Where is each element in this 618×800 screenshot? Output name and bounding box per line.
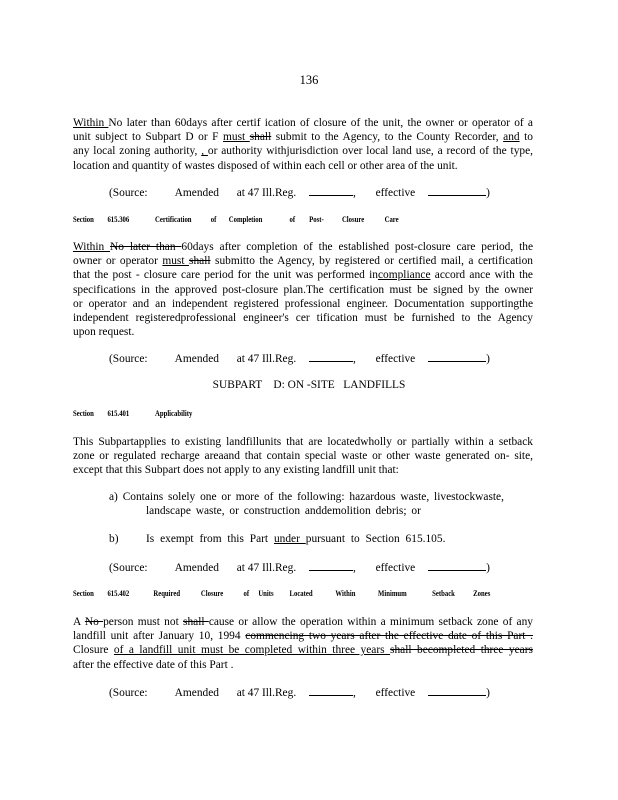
text-run: 60days after completion of the established post-closure care period, the <box>181 241 533 253</box>
text-line <box>73 283 533 297</box>
struck-text: No <box>84 616 104 628</box>
list-item-b-text: Is exempt from this Part under pursuant to Section 615.105. <box>146 533 446 545</box>
inserted-text: must <box>162 255 190 268</box>
text-run: Closure <box>73 644 114 657</box>
text-run: unit subject to Subpart D or F <box>73 131 224 144</box>
blank-line <box>309 685 353 696</box>
text-run: submit to the Agency, to the County Recorder, <box>271 131 504 144</box>
inserted-text: Within <box>73 117 109 129</box>
text-run: specifications in the approved post-closure plan.The certification must be signed by the owner <box>73 283 533 296</box>
text-line <box>73 116 533 130</box>
inserted-text: compliance <box>378 269 431 282</box>
text-run: cause or allow the operation within a minimum setback zone of any <box>208 616 533 628</box>
text-run: to <box>519 131 533 144</box>
source-note: (Source: Amended at 47 Ill.Reg. , effective ) <box>109 187 490 199</box>
text-run: A <box>73 616 85 628</box>
text-line <box>73 268 533 282</box>
struck-text: shall becompleted three years <box>390 644 533 657</box>
struck-text: No later than <box>110 241 182 253</box>
text-line <box>73 643 533 657</box>
struck-text: commencing two years after the effective date of this Part . <box>245 630 533 643</box>
text-run: any local zoning authority, <box>73 145 202 158</box>
text-line <box>73 144 533 158</box>
text-run: location and quantity of wastes disposed of within each cell or other area of the unit. <box>73 159 458 172</box>
text-run: or operator and an independent registered professional engineer. Documentation supportingthe <box>73 297 533 310</box>
struck-text: shall <box>249 131 272 144</box>
text-run: person must not <box>103 616 184 628</box>
list-item-a-continued: landscape waste, or construction anddemolition debris; or <box>146 505 421 517</box>
text-line <box>73 325 533 339</box>
text-run: submitto the Agency, by registered or certified mail, a certification <box>210 255 533 268</box>
blank-line <box>428 560 486 571</box>
text-line <box>73 130 533 144</box>
blank-line <box>309 560 353 571</box>
list-item-a: a) Contains solely one or more of the following: hazardous waste, livestockwaste, <box>109 491 504 503</box>
text-run: zone or regulated recharge areaand that contain special waste or other waste generated on- site, <box>73 450 533 463</box>
text-run: landfill unit after January 10, 1994 <box>73 630 246 643</box>
text-line <box>73 658 533 672</box>
text-run: that the post - closure care period for the unit was performed in <box>73 269 378 282</box>
text-line <box>73 297 533 311</box>
text-run: owner or operator <box>73 255 163 268</box>
inserted-text: Within <box>73 241 111 253</box>
text-run: or authority withjurisdiction over local land use, a record of the type, <box>207 145 533 158</box>
blank-line <box>428 685 486 696</box>
source-note: (Source: Amended at 47 Ill.Reg. , effective ) <box>109 353 490 365</box>
blank-line <box>309 351 353 362</box>
inserted-text: of a landfill unit must be completed within three years <box>113 644 391 657</box>
text-line <box>73 463 533 477</box>
source-note: (Source: Amended at 47 Ill.Reg. , effective ) <box>109 687 490 699</box>
text-run: except that this Subpart does not apply to any existing landfill unit that: <box>73 464 399 477</box>
paragraph-applicability <box>73 435 533 478</box>
text-line <box>73 629 533 643</box>
text-line <box>73 615 533 629</box>
page-number: 136 <box>299 73 319 87</box>
section-heading-615-401: Section 615.401 Applicability <box>73 409 193 418</box>
paragraph-post-closure-certification <box>73 240 533 339</box>
section-heading-615-402: Section 615.402 Required Closure of Units Located Within Minimum Setback Zones <box>73 589 491 598</box>
inserted-text: must <box>223 131 250 144</box>
text-run: independent registeredprofessional engineer's cer tification must be furnished to the Agency <box>73 312 533 325</box>
blank-line <box>428 351 486 362</box>
list-item-b: b) <box>109 533 119 545</box>
text-line <box>73 254 533 268</box>
text-line <box>73 435 533 449</box>
text-run: This Subpartapplies to existing landfillunits that are locatedwholly or partially within a setback <box>73 436 533 448</box>
text-line <box>73 240 533 254</box>
text-line <box>73 311 533 325</box>
blank-line <box>309 185 353 196</box>
text-run: No later than 60days after certif ication of closure of the unit, the owner or operator of a <box>108 117 533 129</box>
text-run: after the effective date of this Part . <box>73 658 234 671</box>
blank-line <box>428 185 486 196</box>
text-line <box>73 159 533 173</box>
paragraph-closure-record <box>73 116 533 173</box>
source-note: (Source: Amended at 47 Ill.Reg. , effective ) <box>109 562 490 574</box>
section-heading-615-306: Section 615.306 Certification of Completion of Post- Closure Care <box>73 215 399 224</box>
text-run: upon request. <box>73 326 135 339</box>
text-line <box>73 449 533 463</box>
subpart-heading: SUBPART D: ON -SITE LANDFILLS <box>212 379 406 391</box>
struck-text: shall <box>189 255 211 268</box>
inserted-text: , <box>201 145 208 158</box>
struck-text: shall <box>183 616 209 628</box>
paragraph-required-closure <box>73 615 533 672</box>
text-run: accord ance with the <box>430 269 533 282</box>
inserted-text: and <box>503 131 520 144</box>
